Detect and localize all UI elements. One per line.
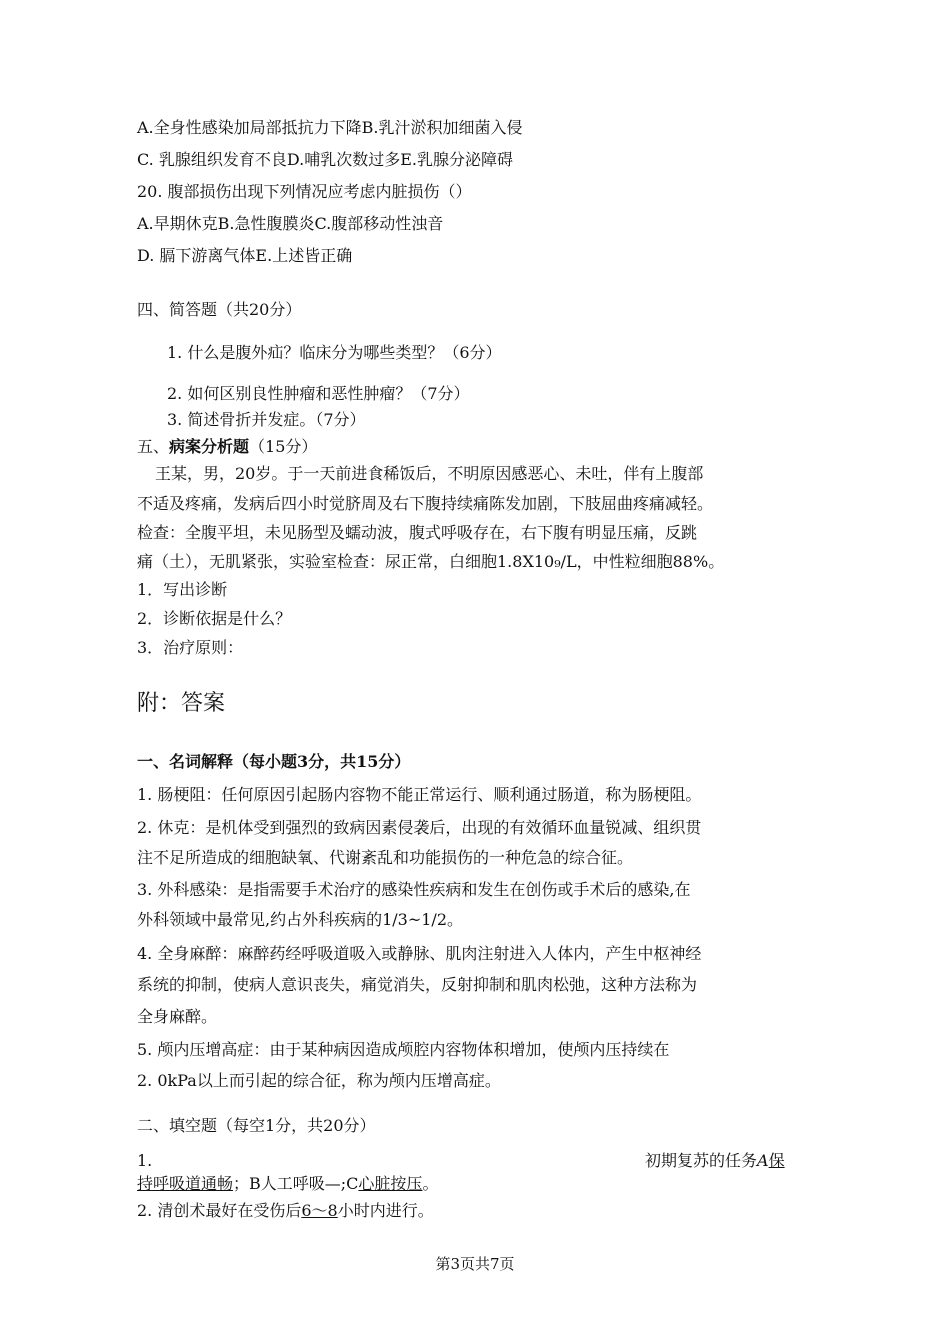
case-text-line-2: 不适及疼痛，发病后四小时觉脐周及右下腹持续痛陈发加剧，下肢屈曲疼痛减轻。 [137,494,714,513]
case-question-3: 3．治疗原则： [137,638,244,657]
answer-1-item-1: 1. 肠梗阻：任何原因引起肠内容物不能正常运行、顺利通过肠道，称为肠梗阻。 [137,785,702,804]
case-question-2: 2．诊断依据是什么？ [137,609,292,628]
answer-1-item-4-line-3: 全身麻醉。 [137,1007,218,1026]
answer-1-item-4-line-2: 系统的抑制，使病人意识丧失，痛觉消失，反射抑制和肌肉松弛，这种方法称为 [137,975,698,994]
q19-options-c-d-e: C. 乳腺组织发育不良D.哺乳次数过多E.乳腺分泌障碍 [137,150,513,169]
section-5-heading-suffix: （15分） [249,437,318,456]
answer-2-item-1-line-2 [137,1174,438,1194]
answer-2-item-1-text-d: ；B人工呼吸—;C [233,1174,359,1193]
answer-2-item-1-blank-a: 持呼吸道通畅 [137,1174,234,1193]
answer-2-item-1-right-text [645,1151,785,1171]
answer-1-item-3-line-1: 3. 外科感染：是指需要手术治疗的感染性疾病和发生在创伤或手术后的感染,在 [137,880,691,899]
answer-2-item-1-blank-c: 心脏按压 [358,1174,423,1193]
case-text-line-1: 王某，男，20岁。于一天前进食稀饭后，不明原因感恶心、未吐，伴有上腹部 [155,464,704,483]
case-text-line-4: 痛（土），无肌紧张，实验室检查：尿正常，白细胞1.8X10₉/L，中性粒细胞88%。 [137,552,725,571]
answer-section-1-heading: 一、名词解释（每小题3分，共15分） [137,752,411,771]
section-5-heading [137,437,317,457]
answer-1-item-5-line-2: 2. 0kPa以上而引起的综合征，称为颅内压增高症。 [137,1071,501,1090]
section-4-question-1: 1. 什么是腹外疝？临床分为哪些类型？（6分） [167,343,502,362]
section-5-heading-title: 病案分析题 [169,437,250,456]
answer-2-item-2-text-c: 小时内进行。 [337,1201,434,1220]
answer-1-item-3-line-2: 外科领域中最常见,约占外科疾病的1/3~1/2。 [137,910,463,929]
answer-2-item-2-blank: 6〜8 [301,1201,338,1220]
section-5-heading-prefix: 五、 [137,437,170,456]
answer-2-item-1-text-a: 初期复苏的任务 [645,1151,758,1170]
page-footer: 第3页共7页 [435,1255,515,1273]
answer-1-item-4-line-1: 4. 全身麻醉：麻醉药经呼吸道吸入或静脉、肌肉注射进入人体内，产生中枢神经 [137,944,702,963]
case-text-line-3: 检查：全腹平坦，未见肠型及蠕动波，腹式呼吸存在，右下腹有明显压痛，反跳 [137,523,698,542]
answer-2-item-1-number: 1. [137,1151,153,1170]
section-4-question-2: 2. 如何区别良性肿瘤和恶性肿瘤？（7分） [167,384,470,403]
answer-1-item-5-line-1: 5. 颅内压增高症：由于某种病因造成颅腔内容物体积增加，使颅内压持续在 [137,1040,670,1059]
question-20: 20. 腹部损伤出现下列情况应考虑内脏损伤（） [137,182,472,201]
q20-options-d-e: D. 膈下游离气体E.上述皆正确 [137,246,353,265]
answer-2-item-2 [137,1201,434,1221]
answer-title: 附：答案 [137,691,226,716]
answer-1-item-2-line-1: 2. 休克：是机体受到强烈的致病因素侵袭后，出现的有效循环血量锐减、组织贯 [137,818,702,837]
section-4-heading: 四、简答题（共20分） [137,300,302,319]
answer-1-item-2-line-2: 注不足所造成的细胞缺氧、代谢紊乱和功能损伤的一种危急的综合征。 [137,848,634,867]
section-4-question-3: 3. 简述骨折并发症。（7分） [167,410,366,429]
answer-2-item-2-text-a: 2. 清创术最好在受伤后 [137,1201,302,1220]
answer-2-item-1-text-e: 。 [422,1174,439,1193]
answer-2-item-1-text-b: A [757,1151,769,1170]
case-question-1: 1．写出诊断 [137,580,228,599]
answer-2-item-1-text-c: 保 [768,1151,785,1170]
q20-options-a-b-c: A.早期休克B.急性腹膜炎C.腹部移动性浊音 [137,214,444,233]
q19-options-a-b: A.全身性感染加局部抵抗力下降B.乳汁淤积加细菌入侵 [137,118,523,137]
answer-section-2-heading: 二、填空题（每空1分，共20分） [137,1116,376,1135]
